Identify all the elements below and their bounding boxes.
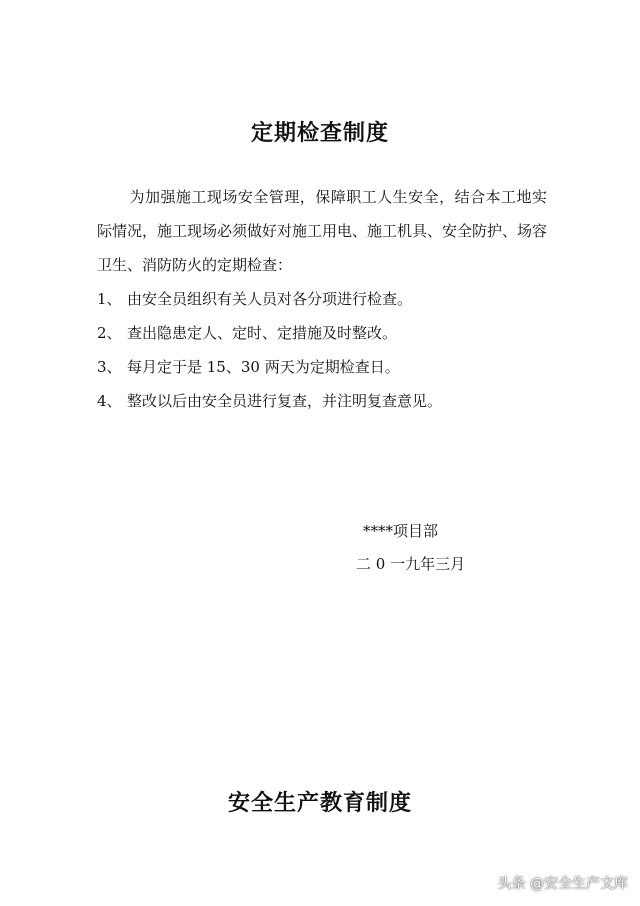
source-watermark: 头条 @安全生产文库 (497, 876, 628, 892)
list-item (97, 384, 557, 418)
list-item (97, 316, 557, 350)
section-title-education: 安全生产教育制度 (227, 791, 412, 816)
list-item-text: 每月定于是 15、30 两天为定期检查日。 (127, 358, 400, 376)
list-item-text: 整改以后由安全员进行复查，并注明复查意见。 (127, 392, 443, 410)
intro-paragraph (97, 180, 547, 282)
section-title-inspection: 定期检查制度 (250, 121, 389, 146)
list-item-number: 2、 (97, 324, 122, 342)
list-item-text: 查出隐患定人、定时、定措施及时整改。 (127, 324, 398, 342)
rules-list (97, 282, 557, 418)
list-item-text: 由安全员组织有关人员对各分项进行检查。 (127, 290, 413, 308)
list-item-number: 4、 (97, 392, 122, 410)
list-item (97, 282, 557, 316)
intro-text: 为加强施工现场安全管理，保障职工人生安全，结合本工地实际情况，施工现场必须做好对施工用电、施工机具、安全防护、场容卫生、消防防火的定期检查： (97, 188, 548, 274)
list-item (97, 350, 557, 384)
list-item-number: 1、 (97, 290, 122, 308)
list-item-number: 3、 (97, 358, 122, 376)
signature-department: ****项目部 (363, 522, 439, 540)
signature-date: 二 0 一九年三月 (356, 555, 466, 573)
